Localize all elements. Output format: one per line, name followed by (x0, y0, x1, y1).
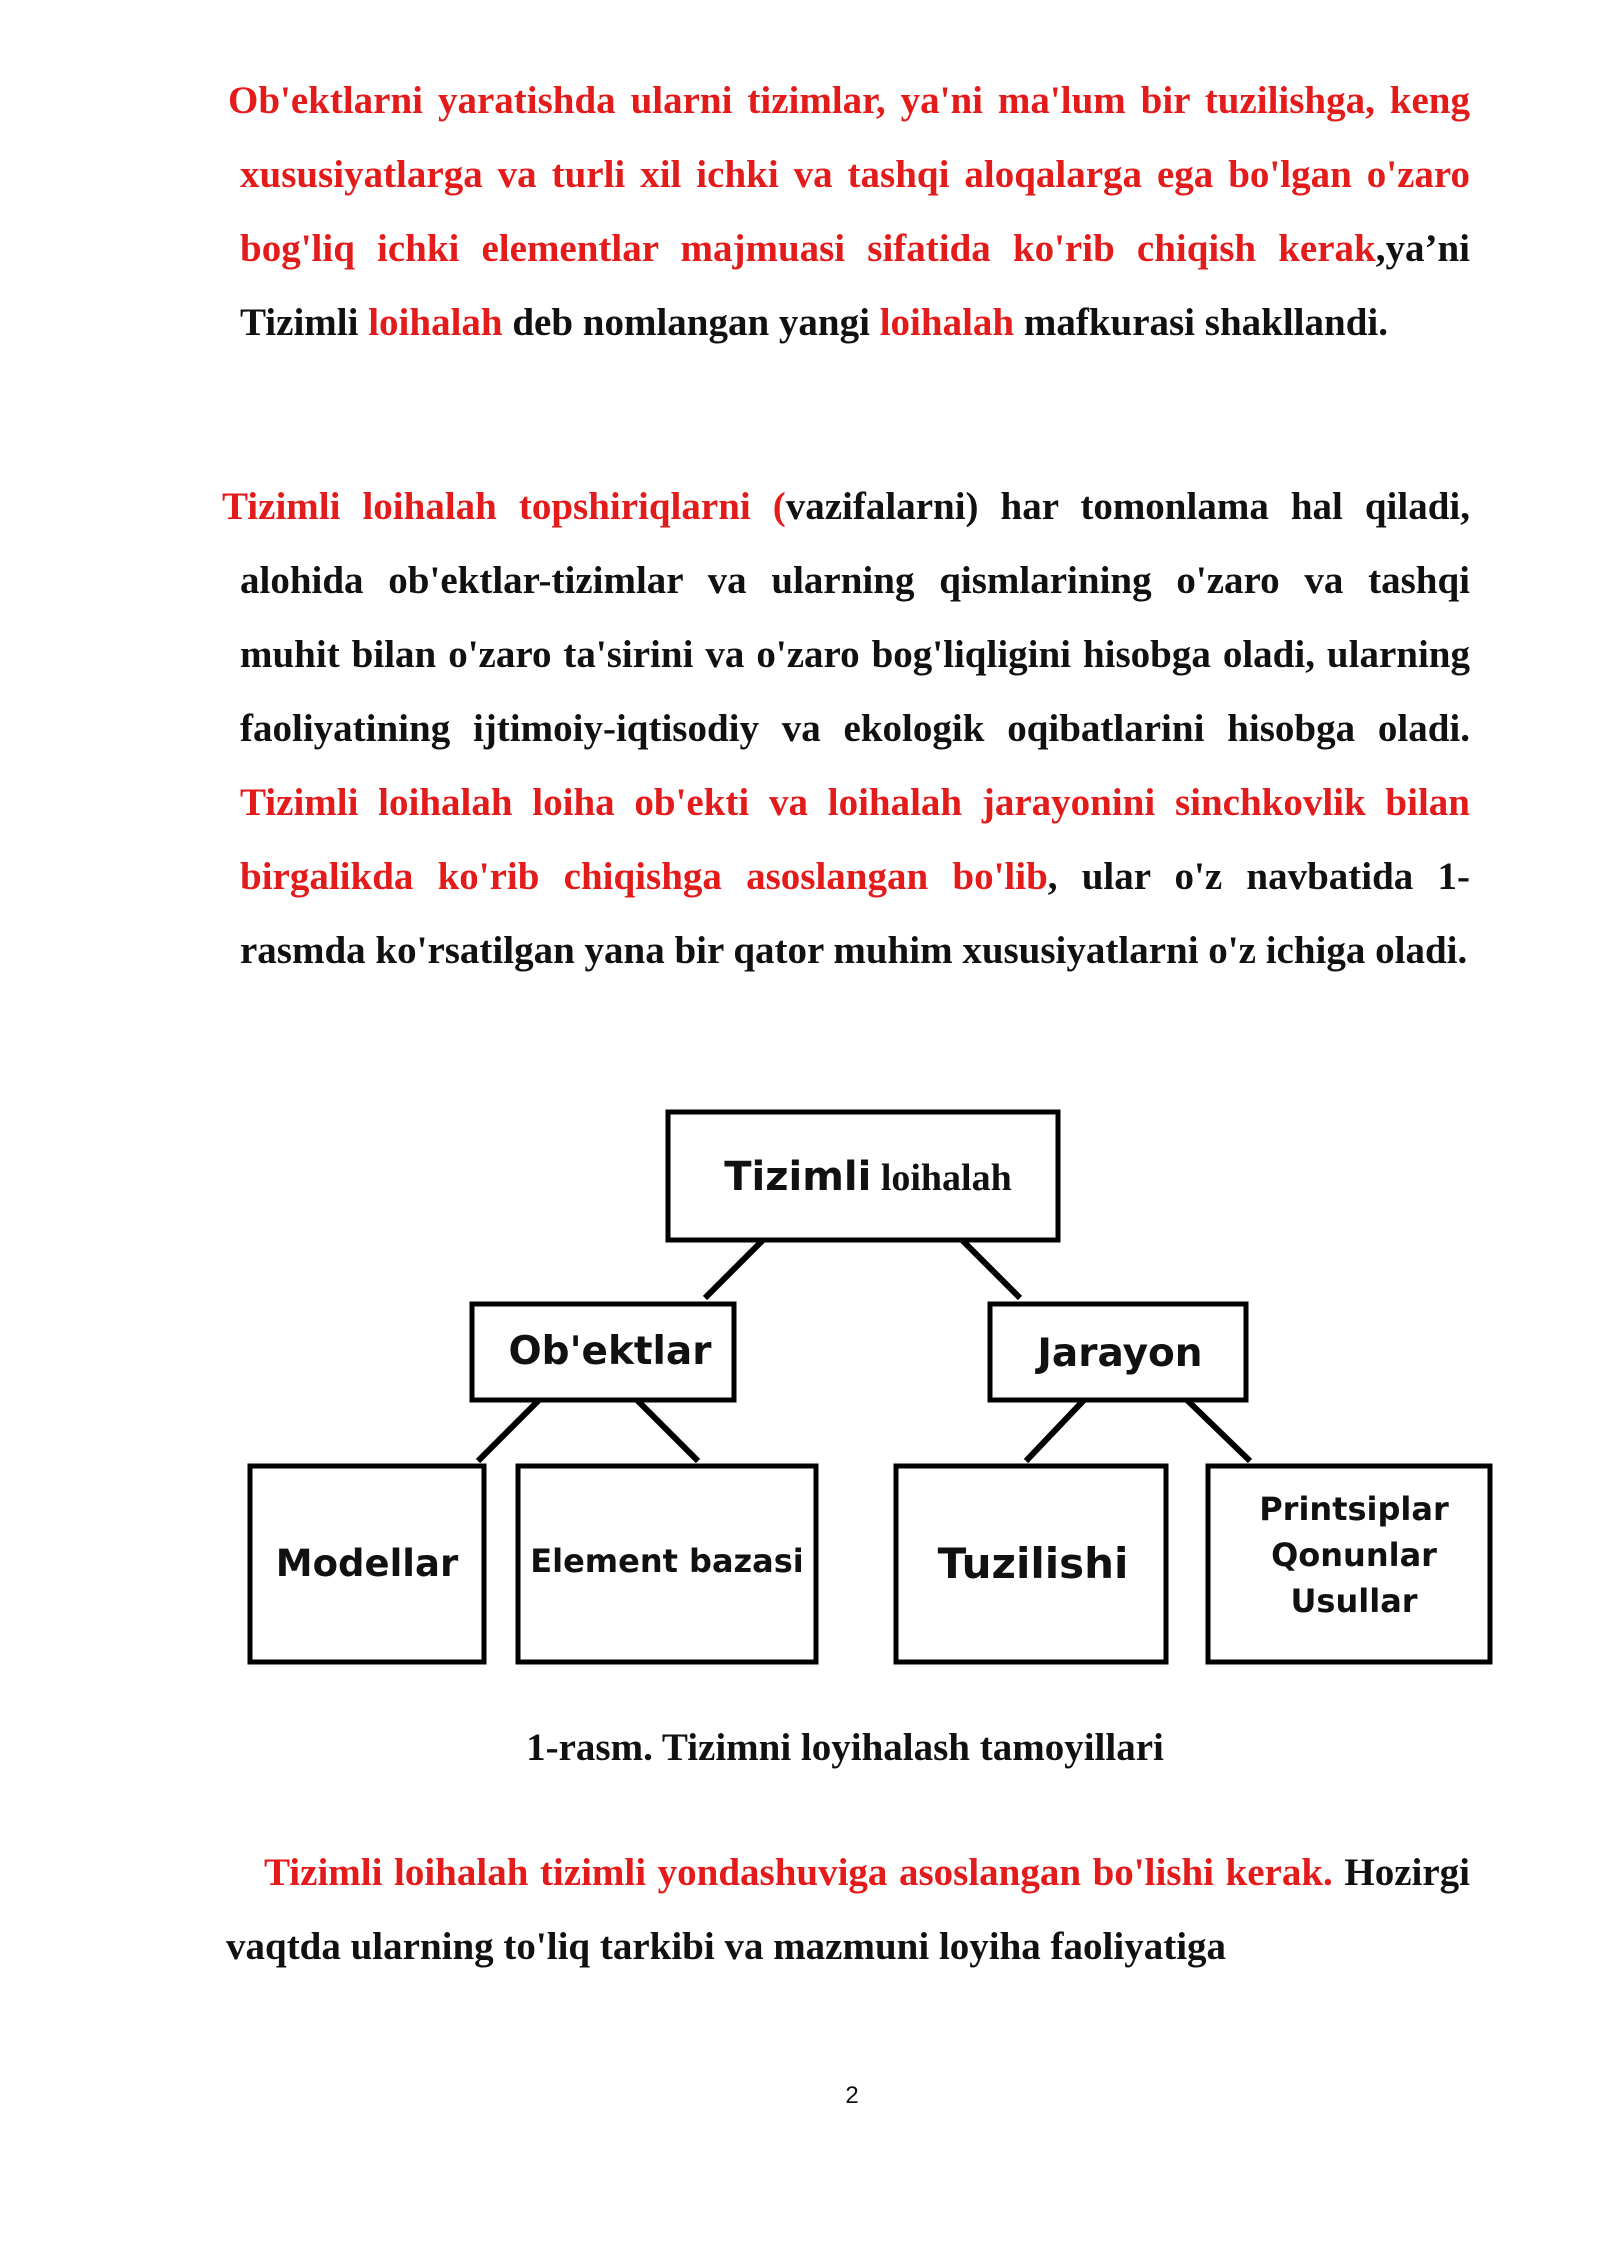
principles-label-2: Qonunlar (1271, 1536, 1437, 1574)
paragraph-3-segment: Tizimli loihalah tizimli yondashuviga asoslangan bo'lishi kerak. (264, 1851, 1333, 1894)
connector-root-process (962, 1240, 1020, 1298)
page-number: 2 (845, 2082, 859, 2109)
paragraph-1-segment: deb nomlangan yangi (502, 301, 880, 344)
connector-root-objects (705, 1240, 763, 1298)
connector-process-principles (1187, 1400, 1250, 1461)
models-label: Modellar (275, 1542, 459, 1585)
paragraph-1-segment: loihalah (879, 301, 1015, 344)
connector-objects-models (478, 1400, 539, 1461)
paragraph-2-segment: Tizimli loihalah topshiriqlarni ( (222, 485, 786, 528)
paragraph-2-segment: Tizimli loihalah loiha ob'ekti va loihalah jarayonini sinchkovlik bilan birgalikda ko'rib chiqishga asoslangan bo'lib (240, 781, 1470, 898)
principles-label-3: Usullar (1290, 1582, 1418, 1620)
structure-label: Tuzilishi (937, 1539, 1129, 1588)
paragraph-3-segment: Hozirgi vaqtda ularning to'liq tarkibi va mazmuni loyiha faoliyatiga (226, 1851, 1470, 1968)
process-label: Jarayon (1037, 1331, 1203, 1376)
paragraph-1-segment: Ob'ektlarni yaratishda ularni tizimlar, ya'ni ma'lum bir tuzilishga, keng xususiyatlarga va turli xil ichki va tashqi aloqalarga ega bo'lgan o'zaro bog'liq ichki elementlar majmuasi sifatida ko'rib chiqish kerak (228, 79, 1470, 270)
paragraph-3 (226, 1836, 1470, 1984)
element-base-label: Element bazasi (530, 1542, 804, 1580)
paragraph-1-segment: ,ya’ni Tizimli (240, 227, 1470, 344)
paragraph-1-segment: mafkurasi shakllandi. (1014, 301, 1388, 344)
principles-label-1: Printsiplar (1259, 1490, 1449, 1528)
connector-objects-element-base (637, 1400, 698, 1461)
paragraph-1-segment: loihalah (368, 301, 503, 344)
paragraph-2-segment: vazifalarni) har tomonlama hal qiladi, alohida ob'ektlar-tizimlar va ularning qismlarining o'zaro va tashqi muhit bilan o'zaro ta'sirini va o'zaro bog'liqligini hisobga oladi, ularning faoliyatining ijtimoiy-iqtisodiy va ekologik oqibatlarini hisobga oladi. (240, 485, 1470, 750)
paragraph-2-segment: , ular o'z navbatida 1-rasmda ko'rsatilgan yana bir qator muhim xususiyatlarni o'z ichiga oladi. (240, 855, 1470, 972)
figure-caption: 1-rasm. Tizimni loyihalash tamoyillari (526, 1726, 1164, 1769)
connector-process-structure (1026, 1400, 1084, 1461)
root-label: Tizimli loihalah (724, 1154, 1012, 1200)
objects-label: Ob'ektlar (508, 1329, 712, 1374)
